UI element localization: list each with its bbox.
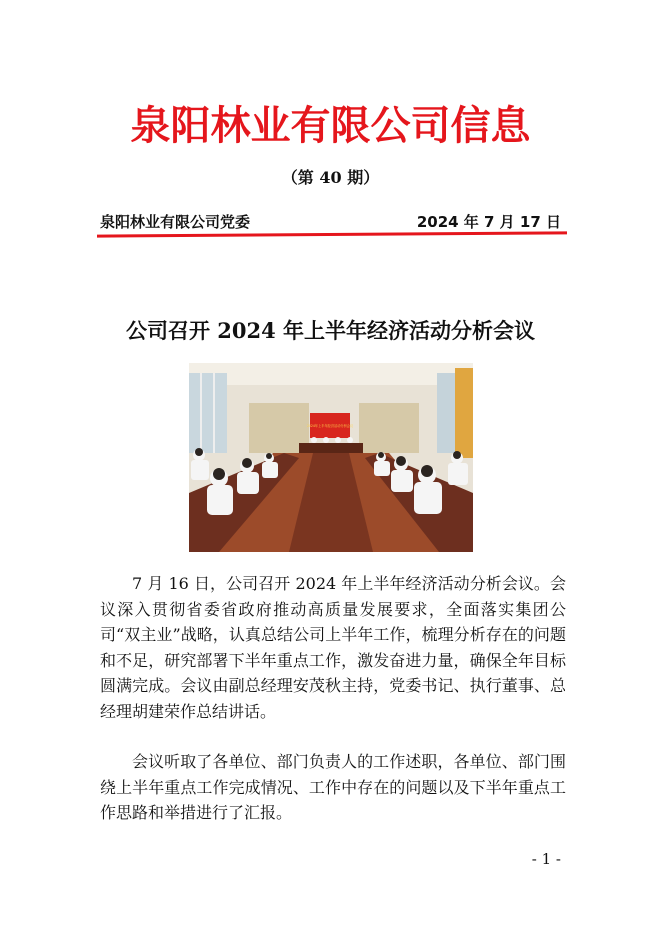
banner-text: 2024年上半年经济活动分析会议 xyxy=(306,424,354,428)
article-paragraph-2: 会议听取了各单位、部门负责人的工作述职，各单位、部门围绕上半年重点工作完成情况、工作中存在的问题以及下半年重点工作思路和举措进行了汇报。 xyxy=(100,752,566,822)
newsletter-masthead: 泉阳林业有限公司信息 xyxy=(130,103,531,149)
page-number: - 1 - xyxy=(531,850,561,868)
article-title: 公司召开 2024 年上半年经济活动分析会议 xyxy=(125,318,536,343)
issue-number: （第 40 期） xyxy=(281,168,380,187)
meeting-photo xyxy=(189,363,473,552)
header-divider xyxy=(97,231,567,237)
article-paragraph-1: 7 月 16 日，公司召开 2024 年上半年经济活动分析会议。会议深入贯彻省委省政府推动高质量发展要求，全面落实集团公司“双主业”战略，认真总结公司上半年工作，梳理分析存在的问题和不足，研究部署下半年重点工作，激发奋进力量，确保全年目标圆满完成。会议由副总经理安茂秋主持，党委书记、执行董事、总经理胡建荣作总结讲话。 xyxy=(100,574,566,721)
publisher-name: 泉阳林业有限公司党委 xyxy=(100,213,251,231)
publish-date: 2024 年 7 月 17 日 xyxy=(416,213,561,231)
